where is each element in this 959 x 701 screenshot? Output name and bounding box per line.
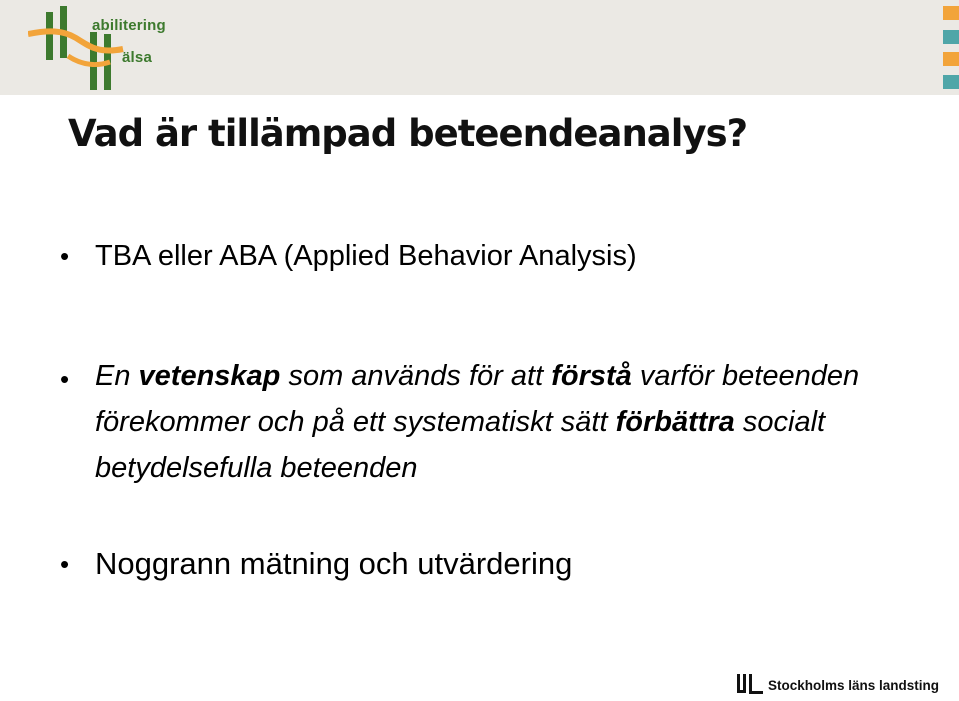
logo-text-line2: älsa xyxy=(122,49,152,66)
bullet-emphasis-forsta: förstå xyxy=(551,360,632,392)
bullet-text: TBA eller ABA (Applied Behavior Analysis) xyxy=(95,240,637,272)
bullet-emphasis-forbattra: förbättra xyxy=(615,406,735,438)
bullet-item-definition xyxy=(60,353,920,491)
bullet-text-part: som används för att xyxy=(280,360,552,392)
sll-footer-logo xyxy=(735,672,945,696)
decorative-squares xyxy=(939,0,959,95)
bullet-text-part: varför beteenden förekommer och på ett systematiskt sätt xyxy=(95,360,860,438)
orange-square-icon xyxy=(943,52,959,66)
bullet-list xyxy=(60,236,920,584)
bullet-text-part: En xyxy=(95,360,139,392)
bullet-item-measurement xyxy=(60,544,920,584)
teal-square-icon xyxy=(943,75,959,89)
bullet-item-tba xyxy=(60,236,920,276)
header-band xyxy=(0,0,959,95)
sll-org-name: Stockholms läns landsting xyxy=(768,678,940,693)
orange-square-icon xyxy=(943,6,959,20)
habilitering-halsa-logo xyxy=(28,4,188,94)
bullet-text-part: socialt betydelsefulla beteenden xyxy=(95,406,826,484)
bullet-emphasis-vetenskap: vetenskap xyxy=(138,360,281,392)
sll-mark-icon xyxy=(735,672,765,696)
teal-square-icon xyxy=(943,30,959,44)
logo-text-line1: abilitering xyxy=(92,17,166,34)
slide-title: Vad är tillämpad beteendeanalys? xyxy=(68,112,748,155)
bullet-text: Noggrann mätning och utvärdering xyxy=(95,546,573,581)
